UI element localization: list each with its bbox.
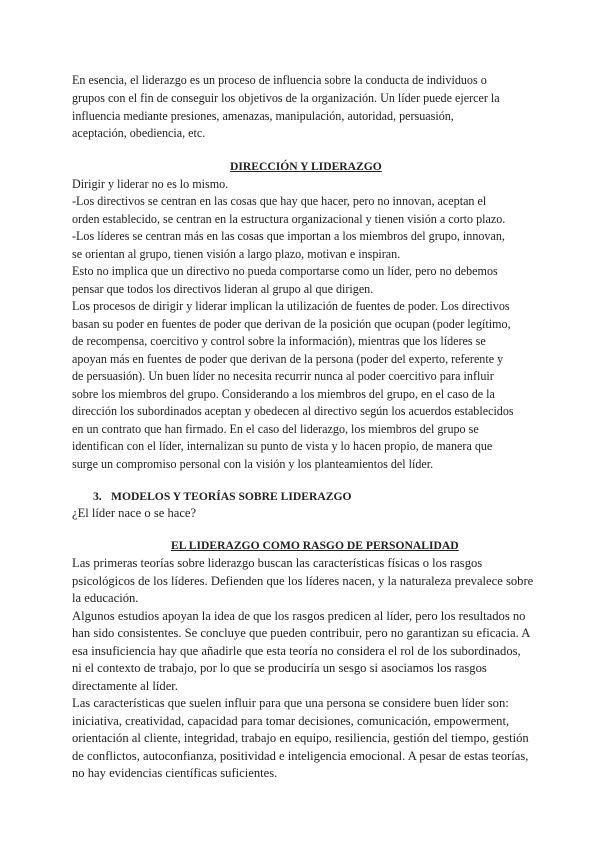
paragraph-line: sobre los miembros del grupo. Considerando a los miembros del grupo, en el caso de la [72,387,495,401]
paragraph-line: directamente al líder. [72,679,178,693]
paragraph-line: pensar que todos los directivos lideran al grupo al que dirigen. [72,282,374,296]
paragraph-line: grupos con el fin de conseguir los objetivos de la organización. Un líder puede ejercer la [72,91,500,105]
section-heading-direccion: DIRECCIÓN Y LIDERAZGO [230,160,382,173]
paragraph-line: no hay evidencias científicas suficientes. [72,766,278,780]
paragraph-line: apoyan más en fuentes de poder que derivan de la persona (poder del experto, referente y [72,352,504,366]
paragraph-line: -Los líderes se centran más en las cosas que importan a los miembros del grupo, innovan, [72,229,505,243]
section-heading-rasgo: EL LIDERAZGO COMO RASGO DE PERSONALIDAD [171,539,459,552]
paragraph-line: de conflictos, autoconfianza, positividad e inteligencia emocional. A pesar de estas teorías, [72,749,529,763]
paragraph-line: ni el contexto de trabajo, por lo que se produciría un sesgo si asociamos los rasgos [72,661,487,675]
paragraph-line: esa insuficiencia hay que añadirle que esta teoría no considera el rol de los subordinados, [72,644,521,658]
paragraph-line: orientación al cliente, integridad, trabajo en equipo, resiliencia, gestión del tiempo, gestión [72,731,529,745]
paragraph-line: se orientan al grupo, tienen visión a largo plazo, motivan e inspiran. [72,247,401,261]
paragraph-line: dirección los subordinados aceptan y obedecen al directivo según los acuerdos establecidos [72,404,514,418]
paragraph-line: -Los directivos se centran en las cosas que hay que hacer, pero no innovan, aceptan el [72,194,487,208]
paragraph-line: orden establecido, se centran en la estructura organizacional y tienen visión a corto plazo. [72,212,506,226]
paragraph-line: influencia mediante presiones, amenazas, manipulación, autoridad, persuasión, [72,109,454,123]
paragraph-line: en un contrato que han firmado. En el caso del liderazgo, los miembros del grupo se [72,422,479,436]
paragraph-line: Dirigir y liderar no es lo mismo. [72,177,229,191]
paragraph-line: aceptación, obediencia, etc. [72,126,206,140]
question-line: ¿El líder nace o se hace? [72,506,197,520]
section-number: 3. [93,490,102,503]
paragraph-line: Los procesos de dirigir y liderar implican la utilización de fuentes de poder. Los directivos [72,299,510,313]
paragraph-line: psicológicos de los líderes. Defienden que los líderes nacen, y la naturaleza prevalece sobre [72,574,534,588]
paragraph-line: iniciativa, creatividad, capacidad para tomar decisiones, comunicación, empowerment, [72,714,510,728]
section-title: MODELOS Y TEORÍAS SOBRE LIDERAZGO [111,490,352,503]
paragraph-line: de persuasión). Un buen líder no necesita recurrir nunca al poder coercitivo para influir [72,369,494,383]
paragraph-line: surge un compromiso personal con la visión y los planteamientos del líder. [72,457,434,471]
paragraph-line: han sido consistentes. Se concluye que pueden contribuir, pero no garantizan su eficacia. A [72,626,531,640]
paragraph-line: Esto no implica que un directivo no pueda comportarse como un líder, pero no debemos [72,264,498,278]
paragraph-line: identifican con el líder, internalizan su punto de vista y lo hacen propio, de manera que [72,439,493,453]
paragraph-line: la educación. [72,591,139,605]
paragraph-line: Algunos estudios apoyan la idea de que los rasgos predicen al líder, pero los resultados no [72,609,526,623]
paragraph-line: de recompensa, coercitivo y control sobre la información), mientras que los líderes se [72,334,486,348]
paragraph-line: En esencia, el liderazgo es un proceso de influencia sobre la conducta de individuos o [72,73,487,87]
paragraph-line: Las características que suelen influir para que una persona se considere buen líder son: [72,696,509,710]
paragraph-line: basan su poder en fuentes de poder que derivan de la posición que ocupan (poder legítimo, [72,317,511,331]
paragraph-line: Las primeras teorías sobre liderazgo buscan las características físicas o los rasgos [72,556,483,570]
